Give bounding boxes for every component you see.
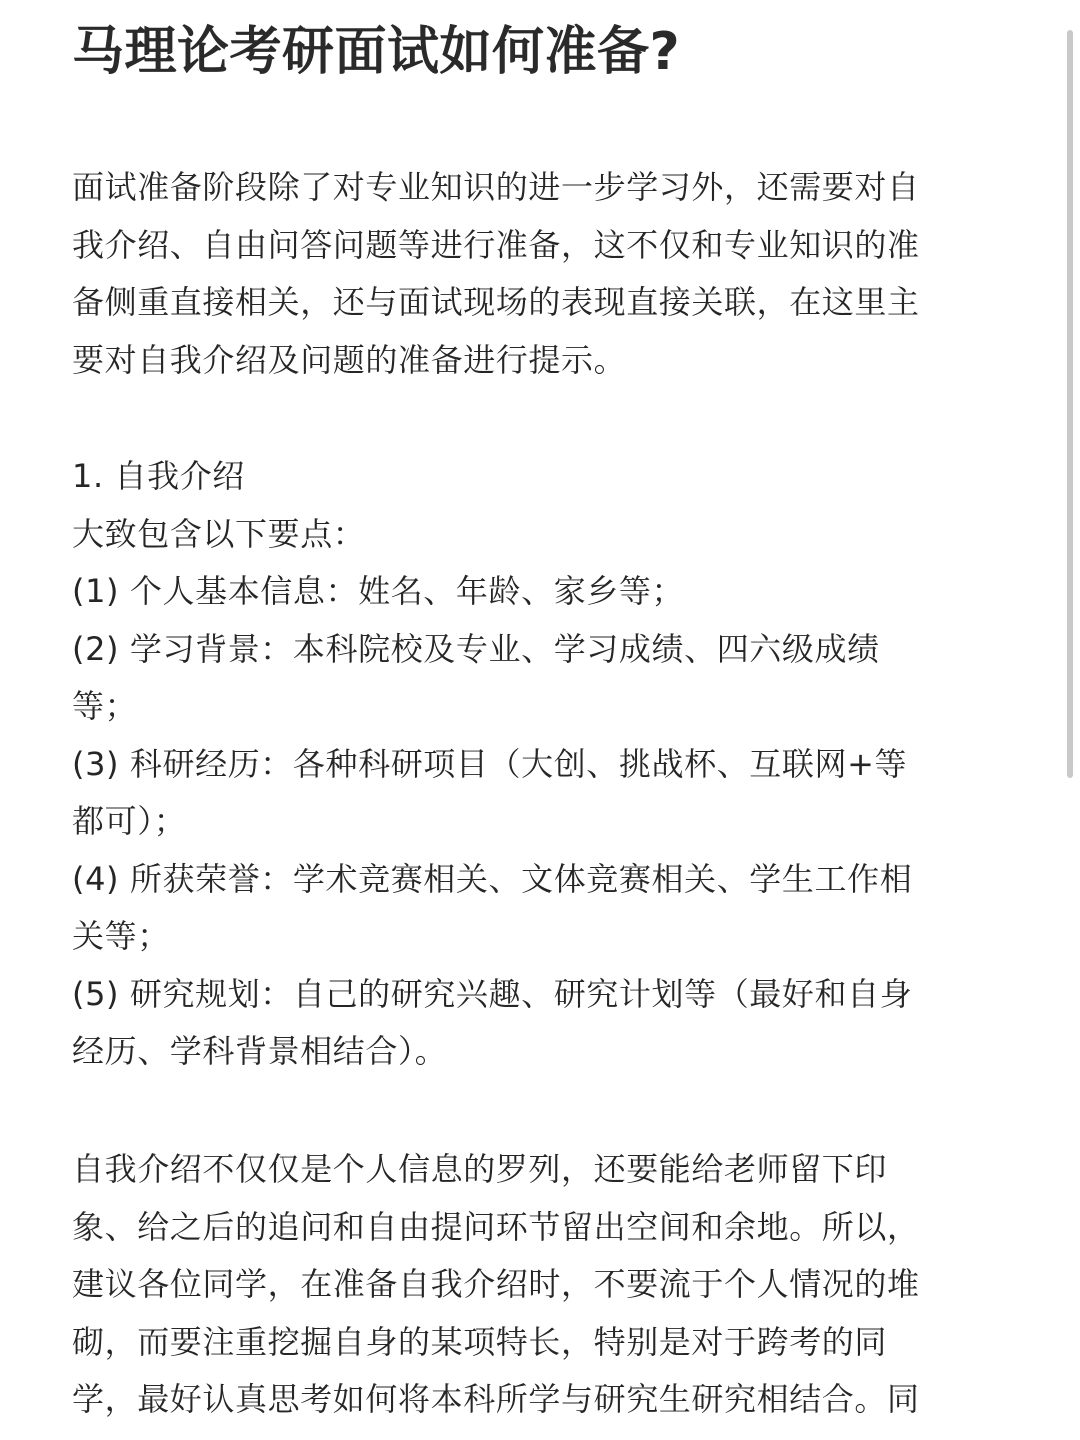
text-line: 大致包含以下要点： — [72, 514, 366, 553]
scrollbar[interactable] — [1067, 30, 1073, 778]
self-introduction-section — [72, 448, 1012, 1081]
text-line: 砌，而要注重挖掘自身的某项特长，特别是对于跨考的同 — [72, 1322, 888, 1361]
list-item-continuation: 都可）； — [72, 802, 187, 840]
section-heading: 1. 自我介绍 — [72, 457, 245, 495]
text-line: 我介绍、自由问答问题等进行准备，这不仅和专业知识的准 — [72, 225, 920, 264]
intro-paragraph — [72, 159, 1012, 389]
list-item: (5) 研究规划：自己的研究兴趣、研究计划等（最好和自身 — [72, 974, 913, 1013]
text-line: 备侧重直接相关，还与面试现场的表现直接关联，在这里主 — [72, 283, 920, 321]
list-item: (4) 所获荣誉：学术竞赛相关、文体竞赛相关、学生工作相 — [72, 859, 913, 898]
article-title: 马理论考研面试如何准备? — [72, 22, 681, 82]
list-item-continuation: 关等； — [72, 917, 170, 955]
list-item-continuation: 等； — [72, 687, 138, 725]
text-line: 自我介绍不仅仅是个人信息的罗列，还要能给老师留下印 — [72, 1150, 888, 1188]
text-line: 面试准备阶段除了对专业知识的进一步学习外，还需要对自 — [72, 168, 920, 206]
list-item-continuation: 经历、学科背景相结合）。 — [72, 1032, 448, 1070]
text-line: 象、给之后的追问和自由提问环节留出空间和余地。所以， — [72, 1207, 920, 1246]
text-line: 要对自我介绍及问题的准备进行提示。 — [72, 340, 627, 379]
text-line: 学，最好认真思考如何将本科所学与研究生研究相结合。同 — [72, 1380, 920, 1418]
list-item: (2) 学习背景：本科院校及专业、学习成绩、四六级成绩 — [72, 629, 880, 668]
text-line: 建议各位同学，在准备自我介绍时，不要流于个人情况的堆 — [72, 1265, 920, 1303]
list-item: (1) 个人基本信息：姓名、年龄、家乡等； — [72, 572, 685, 610]
list-item: (3) 科研经历：各种科研项目（大创、挑战杯、互联网+等 — [72, 744, 908, 783]
self-introduction-advice-paragraph — [72, 1141, 1012, 1429]
